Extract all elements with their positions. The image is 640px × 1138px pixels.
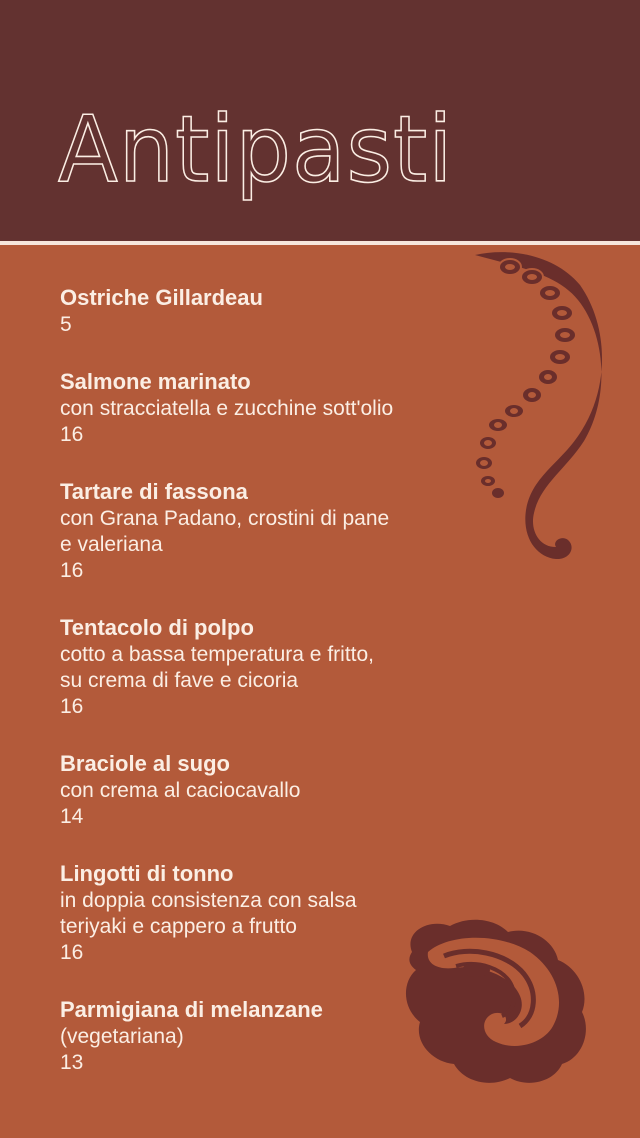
- menu-item-name: Tartare di fassona: [60, 479, 248, 504]
- menu-item-price: 14: [60, 805, 84, 828]
- menu-item-name: Ostriche Gillardeau: [60, 285, 263, 310]
- menu-item-description: (vegetariana): [60, 1025, 184, 1048]
- menu-item-description: con Grana Padano, crostini di pane e valeriana: [60, 507, 390, 556]
- menu-item: [60, 750, 480, 830]
- menu-item: [60, 368, 480, 448]
- oyster-icon: [398, 912, 593, 1087]
- menu-item-price: 13: [60, 1051, 84, 1074]
- menu-item-name: Tentacolo di polpo: [60, 615, 254, 640]
- menu-item-description: con stracciatella e zucchine sott'olio: [60, 397, 394, 420]
- menu-item-name: Lingotti di tonno: [60, 861, 234, 886]
- menu-item-name: Parmigiana di melanzane: [60, 997, 323, 1022]
- menu-item-price: 16: [60, 559, 84, 582]
- menu-item-name: Braciole al sugo: [60, 751, 230, 776]
- octopus-tentacle-icon: [470, 245, 610, 595]
- menu-item-description: con crema al caciocavallo: [60, 779, 301, 802]
- menu-item-price: 16: [60, 941, 84, 964]
- menu-item-description: cotto a bassa temperatura e fritto, su crema di fave e cicoria: [60, 643, 374, 692]
- menu-item-price: 16: [60, 423, 84, 446]
- menu-item-price: 5: [60, 313, 72, 336]
- menu-item: [60, 478, 480, 584]
- menu-item: [60, 284, 480, 338]
- menu-item: [60, 614, 480, 720]
- page-title: Antipasti: [58, 96, 454, 203]
- menu-item-description: in doppia consistenza con salsa teriyaki e cappero a frutto: [60, 889, 357, 938]
- menu-item-name: Salmone marinato: [60, 369, 251, 394]
- menu-item-price: 16: [60, 695, 84, 718]
